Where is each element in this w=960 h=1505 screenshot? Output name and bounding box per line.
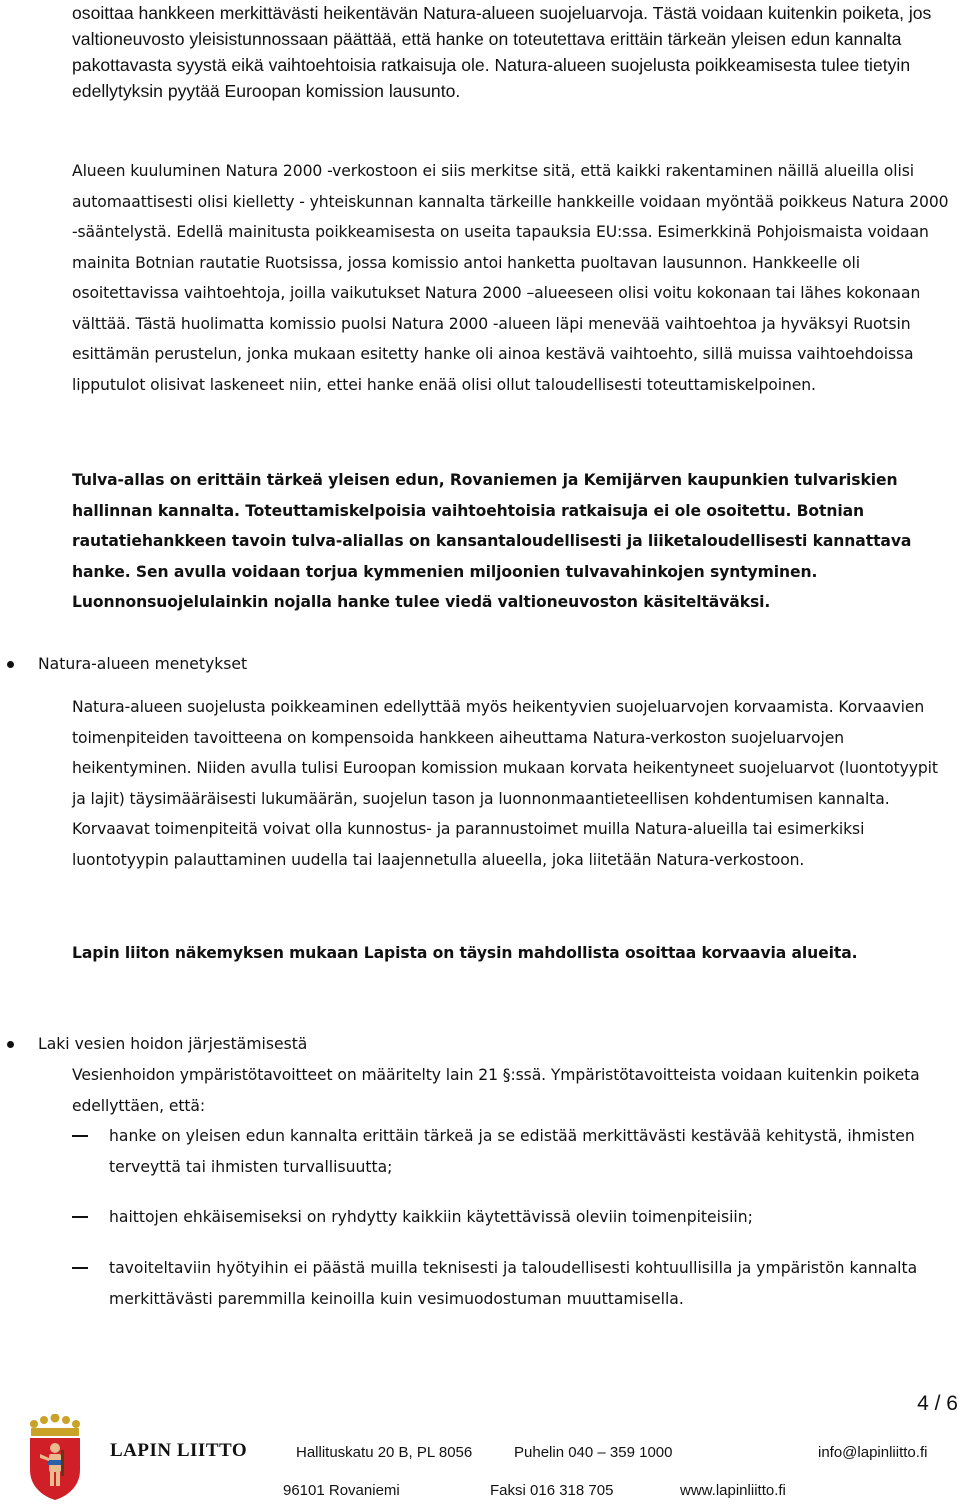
section-heading: Laki vesien hoidon järjestämisestä bbox=[38, 1035, 308, 1053]
compensation-paragraph: Natura-alueen suojelusta poikkeaminen edellyttää myös heikentyvien suojeluarvojen korvaamista. Korvaavien toimenpiteiden tavoitteena on kompensoida hankkeen aiheuttama Natura-verkoston suojeluarvojen heikentyminen. Niiden avulla tulisi Euroopan komission mukaan korvata heikentyneet suojeluarvot (luontotyypit ja lajit) täysimääräisesti lukumäärän, suojelun tason ja luonnonmaantieteellisen kohdentumisen kannalta. Korvaavat toimenpiteitä voivat olla kunnostus- ja parannustoimet muilla Natura-alueilla tai esimerkiksi luontotyypin palauttaminen uudella tai laajennetulla alueella, joka liitetään Natura-verkostoon. bbox=[72, 698, 938, 869]
lapland-coat-of-arms-icon bbox=[22, 1414, 88, 1502]
flood-basin-statement: Tulva-allas on erittäin tärkeä yleisen edun, Rovaniemen ja Kemijärven kaupunkien tulvariskien hallinnan kannalta. Toteuttamiskelpoisia vaihtoehtoisia ratkaisuja ei ole osoitettu. Botnian rautatiehankkeen tavoin tulva-aliallas on kansantaloudellisesti ja liiketaloudellisesti kannattava hanke. Sen avulla voidaan torjua kymmenien miljoonien tulvavahinkojen syntyminen. Luonnonsuojelulainkin nojalla hanke tulee viedä valtioneuvoston käsiteltäväksi. bbox=[72, 471, 912, 611]
dash-icon bbox=[72, 1135, 88, 1137]
dash-icon bbox=[72, 1216, 88, 1218]
footer-address: Hallituskatu 20 B, PL 8056 bbox=[296, 1444, 473, 1461]
natura-exception-paragraph: Alueen kuuluminen Natura 2000 -verkostoon ei siis merkitse sitä, että kaikki rakentaminen näillä alueilla olisi automaattisesti olisi kielletty - yhteiskunnan kannalta tärkeille hankkeille voidaan myöntää poikkeus Natura 2000 -sääntelystä. Edellä mainitusta poikkeamisesta on useita tapauksia EU:ssa. Esimerkkinä Pohjoismaista voidaan mainita Botnian rautatie Ruotsissa, jossa komissio antoi hanketta puoltavan lausunnon. Hankkeelle oli osoitettavissa vaihtoehtoja, joilla vaikutukset Natura 2000 –alueeseen olisi voitu kokonaan tai lähes kokonaan välttää. Tästä huolimatta komissio puolsi Natura 2000 -alueen läpi menevää vaihtoehtoa ja hyväksyi Ruotsin esittämän perustelun, jonka mukaan esitetty hanke oli ainoa kestävä vaihtoehto, sillä muissa vaihtoehdoissa lipputulot olisivat laskeneet niin, ettei hanke enää olisi ollut taloudellisesti toteuttamiskelpoinen. bbox=[72, 162, 949, 394]
water-law-paragraph: Vesienhoidon ympäristötavoitteet on määritelty lain 21 §:ssä. Ympäristötavoitteista voidaan kuitenkin poiketa edellyttäen, että: bbox=[72, 1066, 920, 1115]
list-item-text: hanke on yleisen edun kannalta erittäin tärkeä ja se edistää merkittävästi kestävää kehitystä, ihmisten terveyttä tai ihmisten turvallisuutta; bbox=[109, 1127, 915, 1176]
brand-name: LAPIN LIITTO bbox=[110, 1440, 248, 1461]
section-heading: Natura-alueen menetykset bbox=[38, 655, 248, 673]
intro-paragraph: osoittaa hankkeen merkittävästi heikentävän Natura-alueen suojeluarvoja. Tästä voidaan kuitenkin poiketa, jos valtioneuvosto yleisistunnossaan päättää, että hanke on toteutettava erittäin tärkeän yleisen edun kannalta pakottavasta syystä eikä vaihtoehtoisia ratkaisuja ole. Natura-alueen suojelusta poikkeamisesta tulee tietyin edellytyksin pyytää Euroopan komission lausunto. bbox=[72, 3, 932, 101]
bullet-dot-icon bbox=[7, 661, 14, 668]
footer-fax: Faksi 016 318 705 bbox=[490, 1482, 614, 1499]
footer bbox=[0, 1410, 960, 1505]
lapland-view-statement: Lapin liiton näkemyksen mukaan Lapista on täysin mahdollista osoittaa korvaavia alueita. bbox=[72, 944, 858, 962]
list-item-text: haittojen ehkäisemiseksi on ryhdytty kaikkiin käytettävissä oleviin toimenpiteisiin; bbox=[109, 1208, 753, 1226]
footer-phone: Puhelin 040 – 359 1000 bbox=[514, 1444, 673, 1461]
bullet-dot-icon bbox=[7, 1041, 14, 1048]
footer-city: 96101 Rovaniemi bbox=[283, 1482, 400, 1499]
page-number: 4 / 6 bbox=[917, 1392, 958, 1415]
list-item-text: tavoiteltaviin hyötyihin ei päästä muilla teknisesti ja taloudellisesti kohtuullisilla ja ympäristön kannalta merkittävästi paremmilla keinoilla kuin vesimuodostuman muuttamisella. bbox=[109, 1259, 918, 1308]
footer-website[interactable]: www.lapinliitto.fi bbox=[680, 1482, 786, 1499]
dash-icon bbox=[72, 1267, 88, 1269]
footer-email[interactable]: info@lapinliitto.fi bbox=[818, 1444, 928, 1461]
